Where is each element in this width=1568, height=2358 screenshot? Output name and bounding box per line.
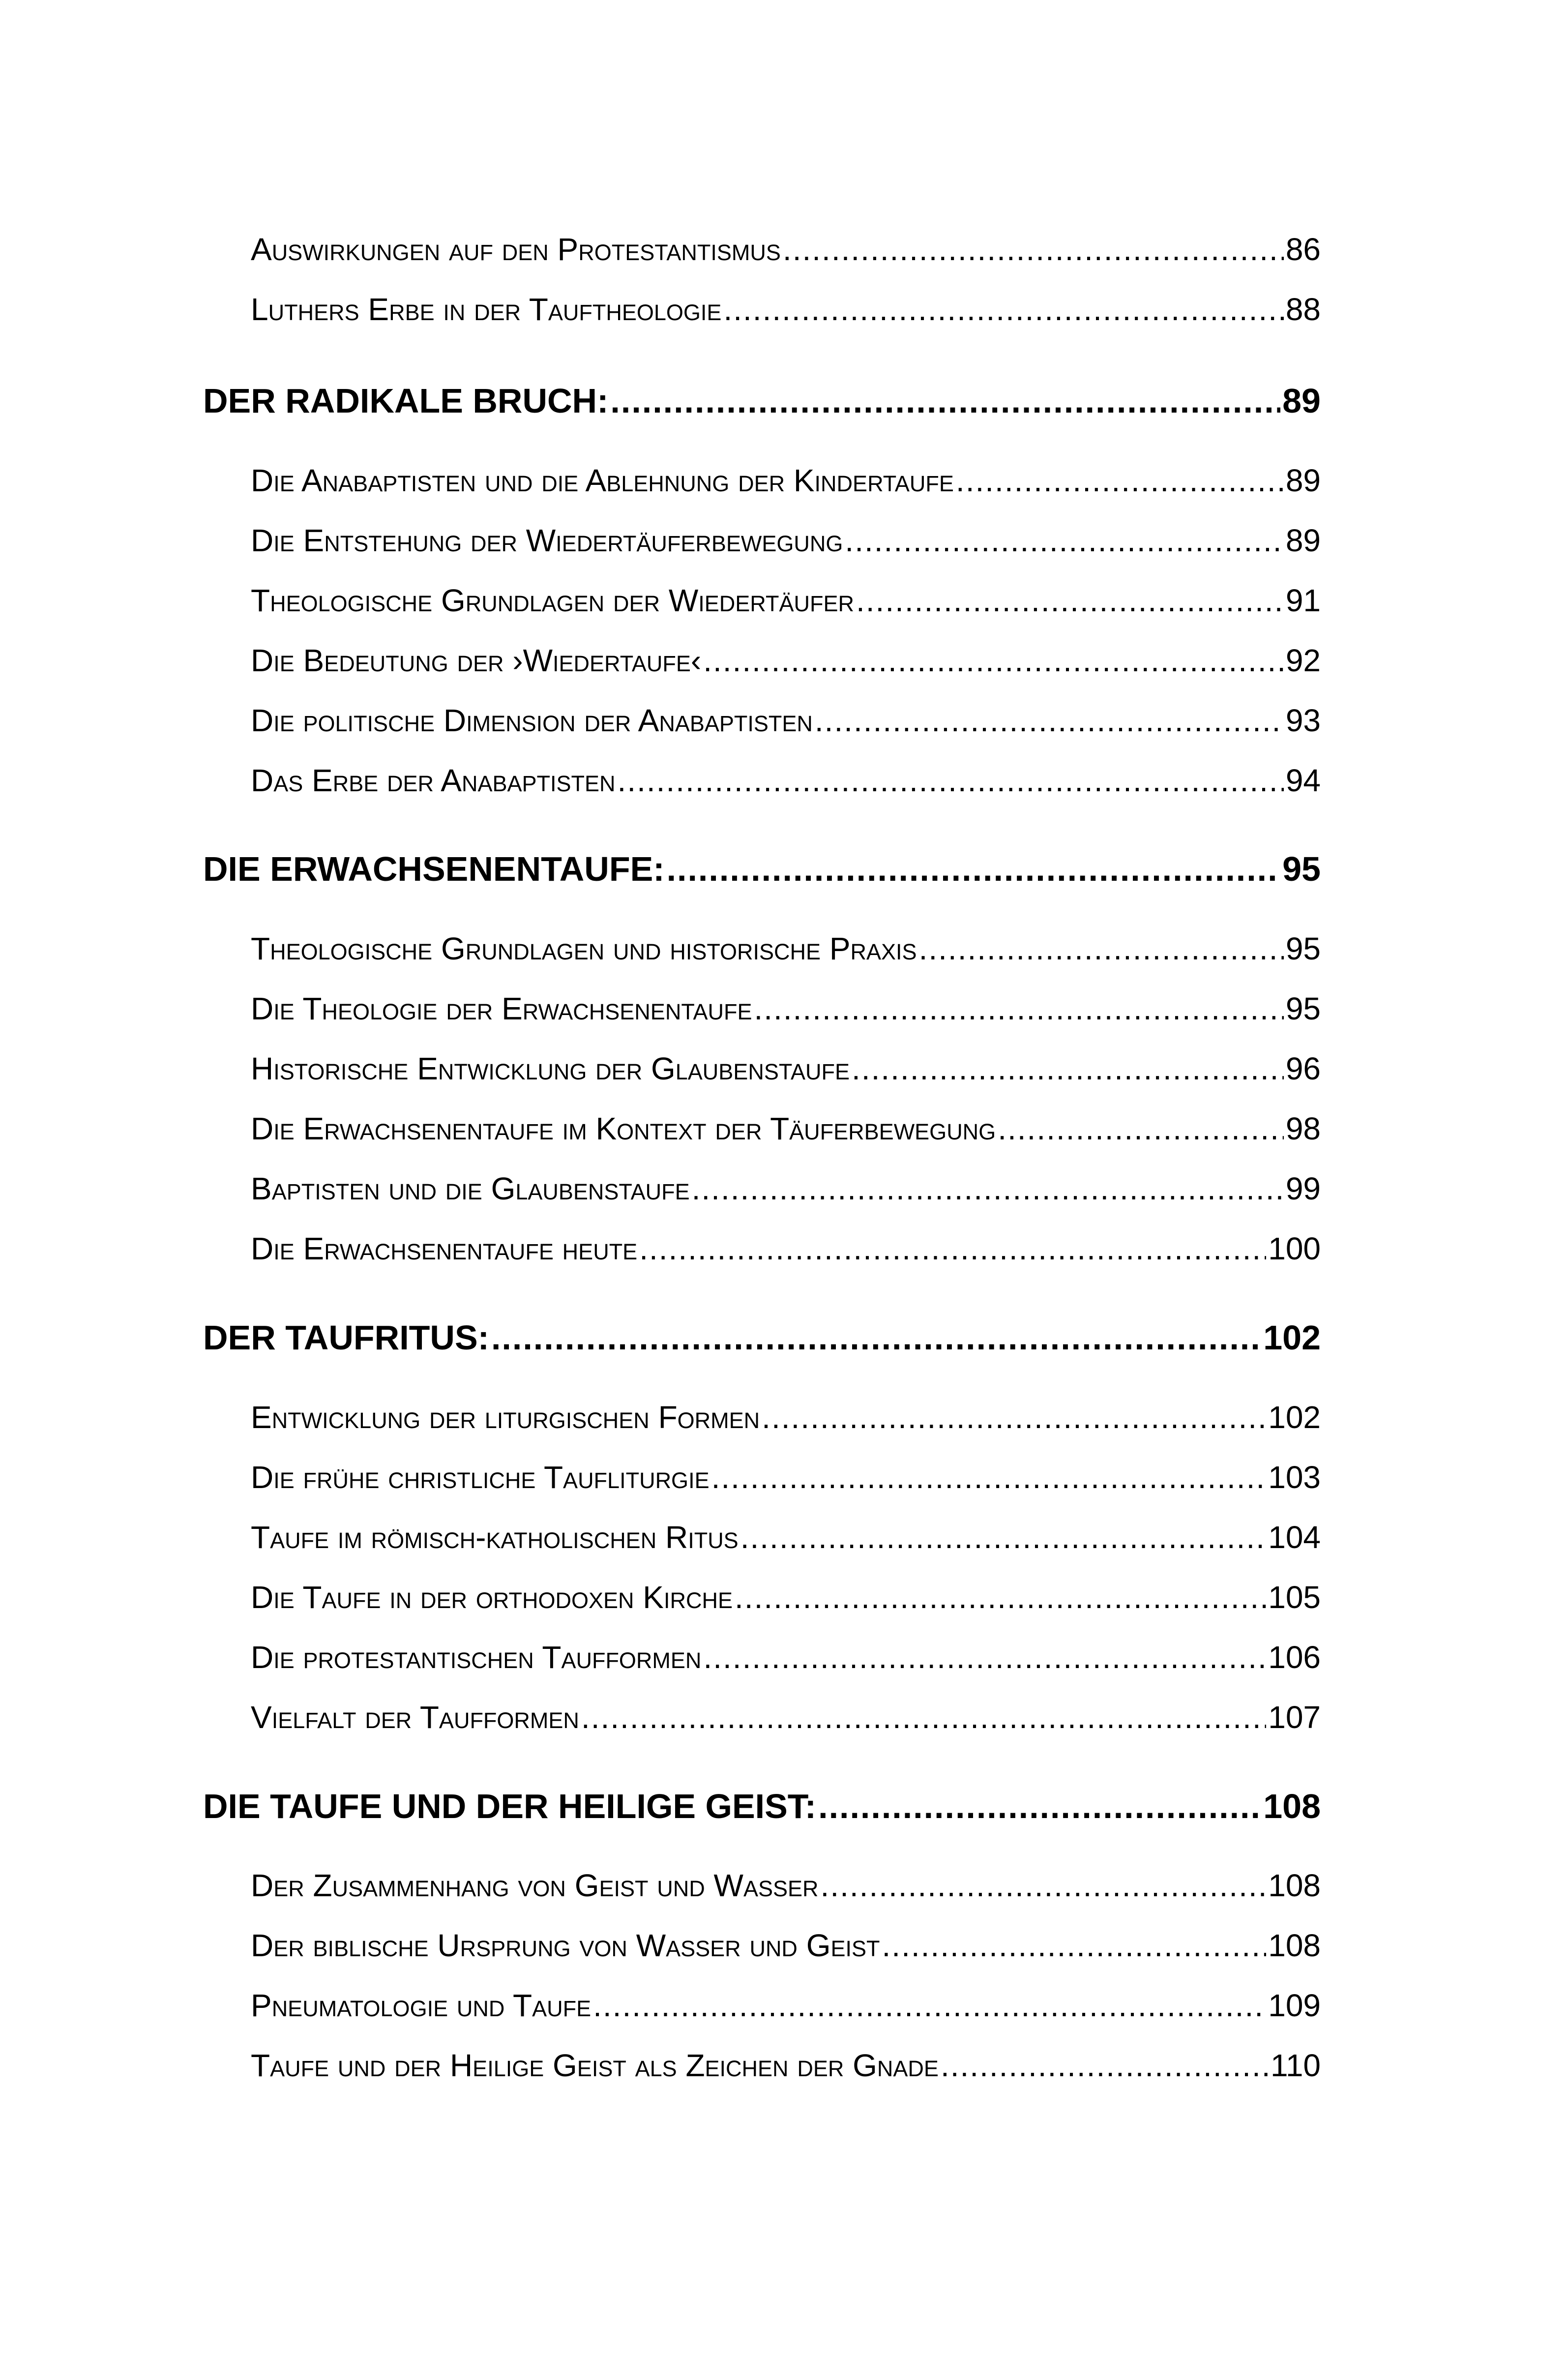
dot-leader bbox=[740, 1519, 1267, 1555]
toc-chapter-page: 95 bbox=[1282, 850, 1321, 888]
toc-entry-page: 105 bbox=[1268, 1580, 1321, 1615]
toc-entry-page: 94 bbox=[1285, 763, 1321, 798]
toc-chapter[interactable] bbox=[203, 381, 1321, 428]
toc-entry-title: Die Bedeutung der ›Wiedertaufe‹ bbox=[251, 643, 702, 678]
toc-entry[interactable] bbox=[251, 1170, 1321, 1215]
toc-entry-page: 102 bbox=[1268, 1400, 1321, 1435]
toc-entry-title: Vielfalt der Taufformen bbox=[251, 1700, 579, 1735]
toc-entry-page: 98 bbox=[1285, 1111, 1321, 1146]
toc-entry-title: Die Taufe in der orthodoxen Kirche bbox=[251, 1580, 733, 1615]
dot-leader bbox=[735, 1579, 1266, 1615]
dot-leader bbox=[762, 1399, 1266, 1435]
dot-leader bbox=[845, 522, 1283, 559]
toc-entry-page: 86 bbox=[1285, 232, 1321, 267]
dot-leader bbox=[783, 231, 1284, 268]
toc-entry[interactable] bbox=[251, 762, 1321, 806]
dot-leader bbox=[956, 462, 1284, 499]
toc-entry-page: 108 bbox=[1268, 1868, 1321, 1903]
toc-entry-page: 104 bbox=[1268, 1520, 1321, 1555]
toc-chapter-title: DIE TAUFE UND DER HEILIGE GEIST: bbox=[203, 1787, 817, 1825]
toc-entry-title: Taufe und der Heilige Geist als Zeichen der Gnade bbox=[251, 2048, 939, 2083]
toc-entry-page: 91 bbox=[1285, 583, 1321, 618]
dot-leader bbox=[610, 381, 1280, 420]
toc-entry-title: Theologische Grundlagen und historische Praxis bbox=[251, 931, 917, 966]
toc-chapter[interactable] bbox=[203, 1318, 1321, 1365]
toc-chapter-title: DER TAUFRITUS: bbox=[203, 1318, 489, 1357]
toc-entry[interactable] bbox=[251, 582, 1321, 627]
toc-entry-title: Historische Entwicklung der Glaubenstaufe bbox=[251, 1051, 850, 1086]
dot-leader bbox=[852, 1050, 1284, 1087]
toc-chapter-page: 108 bbox=[1263, 1787, 1321, 1825]
toc-entry-page: 95 bbox=[1285, 991, 1321, 1026]
toc-entry-title: Die politische Dimension der Anabaptisten bbox=[251, 703, 813, 738]
toc-entry-page: 95 bbox=[1285, 931, 1321, 966]
toc-entry-page: 107 bbox=[1268, 1700, 1321, 1735]
toc-entry[interactable] bbox=[251, 1399, 1321, 1443]
toc-entry-page: 100 bbox=[1268, 1231, 1321, 1266]
toc-entry[interactable] bbox=[251, 1050, 1321, 1095]
dot-leader bbox=[856, 582, 1284, 619]
toc-entry[interactable] bbox=[251, 930, 1321, 975]
toc-entry-title: Die Theologie der Erwachsenentaufe bbox=[251, 991, 752, 1026]
toc-entry-title: Theologische Grundlagen der Wiedertäufer bbox=[251, 583, 854, 618]
toc-entry[interactable] bbox=[251, 2047, 1321, 2091]
dot-leader bbox=[703, 1639, 1266, 1675]
dot-leader bbox=[593, 1987, 1266, 2024]
dot-leader bbox=[821, 1867, 1267, 1904]
toc-entry-title: Die protestantischen Taufformen bbox=[251, 1640, 702, 1675]
toc-entry-title: Die Erwachsenentaufe im Kontext der Täuferbewegung bbox=[251, 1111, 996, 1146]
toc-entry[interactable] bbox=[251, 1927, 1321, 1971]
dot-leader bbox=[581, 1699, 1266, 1735]
toc-entry-title: Der Zusammenhang von Geist und Wasser bbox=[251, 1868, 819, 1903]
toc-entry[interactable] bbox=[251, 231, 1321, 275]
toc-entry-title: Die frühe christliche Taufliturgie bbox=[251, 1460, 710, 1495]
toc-entry[interactable] bbox=[251, 1110, 1321, 1155]
toc-entry[interactable] bbox=[251, 990, 1321, 1035]
dot-leader bbox=[998, 1110, 1284, 1147]
toc-entry-page: 110 bbox=[1270, 2048, 1321, 2083]
toc-entry[interactable] bbox=[251, 1230, 1321, 1275]
toc-entry-page: 93 bbox=[1285, 703, 1321, 738]
dot-leader bbox=[882, 1927, 1267, 1964]
toc-entry[interactable] bbox=[251, 1459, 1321, 1503]
toc-entry-title: Taufe im römisch-katholischen Ritus bbox=[251, 1520, 739, 1555]
dot-leader bbox=[919, 930, 1284, 967]
toc-entry[interactable] bbox=[251, 1519, 1321, 1563]
toc-chapter-page: 102 bbox=[1263, 1318, 1321, 1357]
toc-entry[interactable] bbox=[251, 522, 1321, 567]
toc-entry[interactable] bbox=[251, 1867, 1321, 1911]
dot-leader bbox=[754, 990, 1283, 1027]
dot-leader bbox=[667, 849, 1281, 889]
dot-leader bbox=[639, 1230, 1266, 1267]
toc-entry-title: Auswirkungen auf den Protestantismus bbox=[251, 232, 781, 267]
dot-leader bbox=[711, 1459, 1267, 1495]
toc-chapter-page: 89 bbox=[1282, 382, 1321, 420]
toc-entry-page: 96 bbox=[1285, 1051, 1321, 1086]
toc-entry[interactable] bbox=[251, 462, 1321, 507]
toc-chapter-title: DER RADIKALE BRUCH: bbox=[203, 382, 609, 420]
toc-entry-title: Die Erwachsenentaufe heute bbox=[251, 1231, 638, 1266]
dot-leader bbox=[491, 1318, 1261, 1357]
toc-entry-title: Das Erbe der Anabaptisten bbox=[251, 763, 616, 798]
toc-entry[interactable] bbox=[251, 291, 1321, 335]
toc-entry[interactable] bbox=[251, 1987, 1321, 2031]
dot-leader bbox=[703, 642, 1284, 679]
dot-leader bbox=[941, 2047, 1269, 2084]
toc-entry-page: 103 bbox=[1268, 1460, 1321, 1495]
toc-entry-title: Baptisten und die Glaubenstaufe bbox=[251, 1171, 690, 1206]
toc-entry-title: Die Entstehung der Wiedertäuferbewegung bbox=[251, 523, 843, 558]
toc-entry[interactable] bbox=[251, 702, 1321, 746]
toc-chapter[interactable] bbox=[203, 1787, 1321, 1834]
toc-entry[interactable] bbox=[251, 1639, 1321, 1683]
toc-entry-title: Luthers Erbe in der Tauftheologie bbox=[251, 292, 722, 327]
dot-leader bbox=[815, 702, 1284, 739]
dot-leader bbox=[618, 762, 1284, 799]
toc-entry-page: 99 bbox=[1285, 1171, 1321, 1206]
toc-entry-title: Entwicklung der liturgischen Formen bbox=[251, 1400, 760, 1435]
toc-chapter-title: DIE ERWACHSENENTAUFE: bbox=[203, 850, 665, 888]
toc-entry-title: Der biblische Ursprung von Wasser und Geist bbox=[251, 1928, 880, 1963]
dot-leader bbox=[692, 1170, 1284, 1207]
toc-entry-page: 106 bbox=[1268, 1640, 1321, 1675]
toc-entry-title: Die Anabaptisten und die Ablehnung der Kindertaufe bbox=[251, 463, 954, 498]
toc-entry[interactable] bbox=[251, 1579, 1321, 1623]
dot-leader bbox=[818, 1787, 1261, 1826]
toc-entry-page: 92 bbox=[1285, 643, 1321, 678]
dot-leader bbox=[723, 291, 1283, 328]
toc-chapter[interactable] bbox=[203, 849, 1321, 896]
toc-entry-page: 88 bbox=[1285, 292, 1321, 327]
toc-entry-page: 108 bbox=[1268, 1928, 1321, 1963]
toc-entry-page: 109 bbox=[1268, 1988, 1321, 2023]
toc-entry-page: 89 bbox=[1285, 523, 1321, 558]
toc-entry[interactable] bbox=[251, 642, 1321, 687]
toc-entry-title: Pneumatologie und Taufe bbox=[251, 1988, 592, 2023]
toc-entry-page: 89 bbox=[1285, 463, 1321, 498]
toc-entry[interactable] bbox=[251, 1699, 1321, 1743]
